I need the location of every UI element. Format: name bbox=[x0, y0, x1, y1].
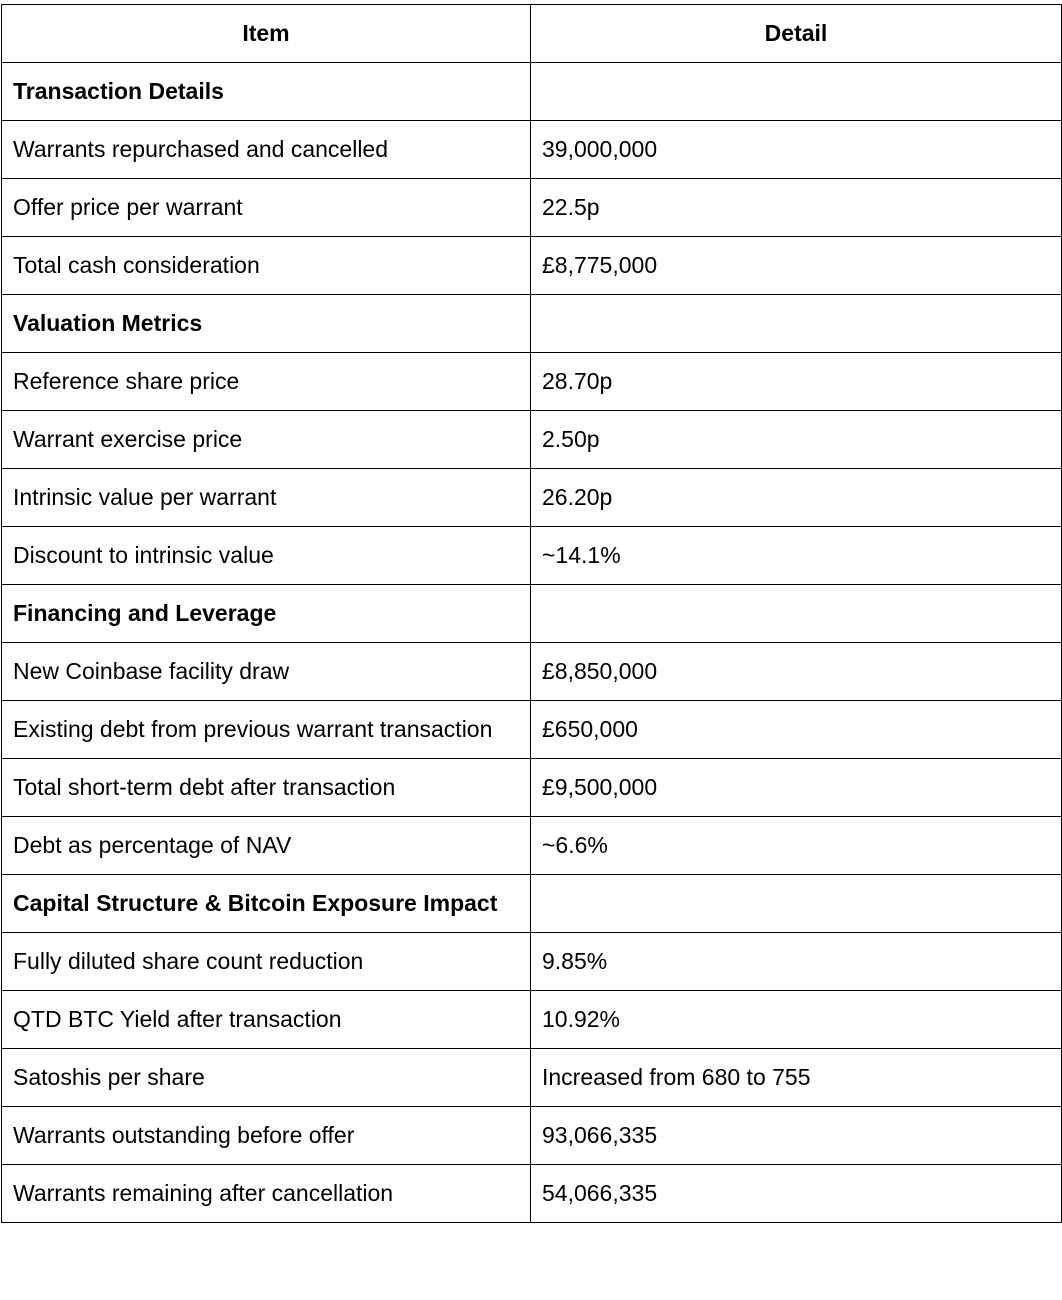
table-row bbox=[2, 353, 1062, 411]
table-row bbox=[2, 933, 1062, 991]
row-label: Debt as percentage of NAV bbox=[2, 817, 531, 875]
row-label: QTD BTC Yield after transaction bbox=[2, 991, 531, 1049]
row-label: Satoshis per share bbox=[2, 1049, 531, 1107]
row-value: £650,000 bbox=[531, 701, 1062, 759]
table-row bbox=[2, 1107, 1062, 1165]
row-value: £9,500,000 bbox=[531, 759, 1062, 817]
column-header-item: Item bbox=[2, 5, 531, 63]
row-value bbox=[531, 295, 1062, 353]
row-value: 9.85% bbox=[531, 933, 1062, 991]
table-row bbox=[2, 817, 1062, 875]
table-row bbox=[2, 701, 1062, 759]
table-row bbox=[2, 469, 1062, 527]
row-value: ~6.6% bbox=[531, 817, 1062, 875]
details-table bbox=[1, 4, 1062, 1223]
row-value bbox=[531, 585, 1062, 643]
table-row bbox=[2, 643, 1062, 701]
row-label: Warrants remaining after cancellation bbox=[2, 1165, 531, 1223]
table-header-row bbox=[2, 5, 1062, 63]
row-label: Warrants repurchased and cancelled bbox=[2, 121, 531, 179]
row-label: New Coinbase facility draw bbox=[2, 643, 531, 701]
row-label: Fully diluted share count reduction bbox=[2, 933, 531, 991]
section-label: Capital Structure & Bitcoin Exposure Impact bbox=[2, 875, 531, 933]
table-row bbox=[2, 991, 1062, 1049]
row-label: Existing debt from previous warrant transaction bbox=[2, 701, 531, 759]
row-value: 28.70p bbox=[531, 353, 1062, 411]
row-value: ~14.1% bbox=[531, 527, 1062, 585]
row-label: Total short-term debt after transaction bbox=[2, 759, 531, 817]
row-value: 26.20p bbox=[531, 469, 1062, 527]
section-label: Transaction Details bbox=[2, 63, 531, 121]
row-value: £8,775,000 bbox=[531, 237, 1062, 295]
row-label: Offer price per warrant bbox=[2, 179, 531, 237]
section-row bbox=[2, 585, 1062, 643]
row-value: 22.5p bbox=[531, 179, 1062, 237]
row-value bbox=[531, 63, 1062, 121]
row-value: 39,000,000 bbox=[531, 121, 1062, 179]
row-value: Increased from 680 to 755 bbox=[531, 1049, 1062, 1107]
row-value: 93,066,335 bbox=[531, 1107, 1062, 1165]
table-row bbox=[2, 527, 1062, 585]
section-label: Valuation Metrics bbox=[2, 295, 531, 353]
row-value: 54,066,335 bbox=[531, 1165, 1062, 1223]
table-row bbox=[2, 759, 1062, 817]
table-row bbox=[2, 1165, 1062, 1223]
row-label: Reference share price bbox=[2, 353, 531, 411]
row-label: Discount to intrinsic value bbox=[2, 527, 531, 585]
row-value: 2.50p bbox=[531, 411, 1062, 469]
row-label: Warrant exercise price bbox=[2, 411, 531, 469]
column-header-detail: Detail bbox=[531, 5, 1062, 63]
table-row bbox=[2, 411, 1062, 469]
row-label: Total cash consideration bbox=[2, 237, 531, 295]
table-row bbox=[2, 179, 1062, 237]
row-label: Intrinsic value per warrant bbox=[2, 469, 531, 527]
row-value bbox=[531, 875, 1062, 933]
section-row bbox=[2, 63, 1062, 121]
section-label: Financing and Leverage bbox=[2, 585, 531, 643]
table-row bbox=[2, 237, 1062, 295]
section-row bbox=[2, 875, 1062, 933]
table-row bbox=[2, 1049, 1062, 1107]
row-value: £8,850,000 bbox=[531, 643, 1062, 701]
row-label: Warrants outstanding before offer bbox=[2, 1107, 531, 1165]
row-value: 10.92% bbox=[531, 991, 1062, 1049]
section-row bbox=[2, 295, 1062, 353]
table-row bbox=[2, 121, 1062, 179]
